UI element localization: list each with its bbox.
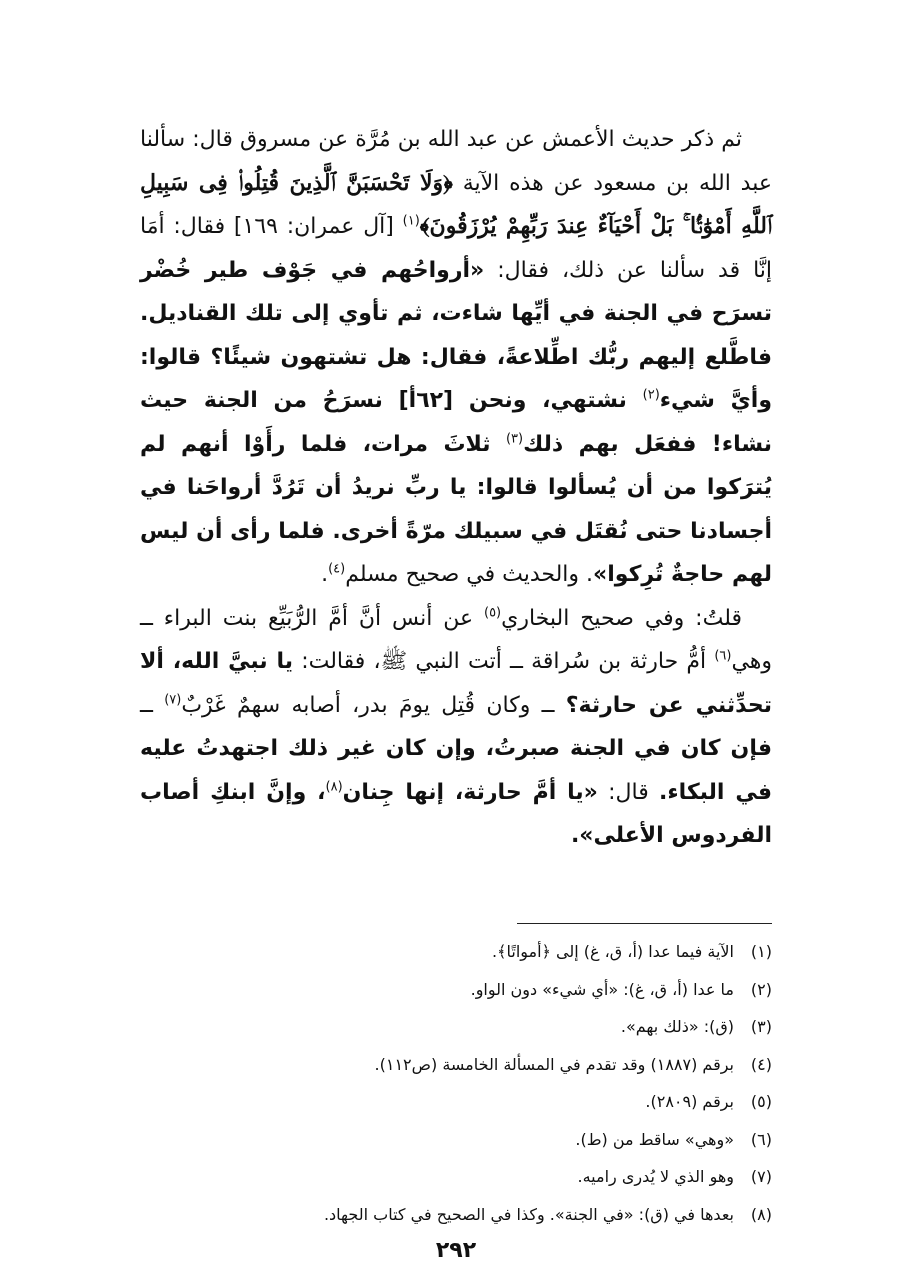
footnote-2	[140, 971, 772, 1009]
text-span: ــ	[140, 692, 165, 718]
hadith-text: ، وإنَّ ابنكِ أصاب الفردوس الأعلى».	[140, 779, 772, 848]
hadith-text: ثلاثَ مرات، فلما رأَوْا أنهم لم يُترَكوا من أن يُسألوا قالوا: يا ربِّ نريدُ أن تَرُدَّ أرواحَنا في أجسادنا حتى نُقتَل في سبيلك مرّةً أخرى. فلما رأى أن ليس لهم حاجةٌ تُرِكوا»	[140, 431, 772, 587]
footnote-number: (٥)	[750, 1092, 772, 1111]
footnote-text: وهو الذي لا يُدرى راميه.	[577, 1167, 734, 1186]
footnote-number: (٢)	[750, 979, 772, 999]
quran-verse: ﴿وَلَا تَحْسَبَنَّ ٱلَّذِينَ قُتِلُوا۟ فِى سَبِيلِ ٱللَّهِ أَمْوَٰتًۢا ۚ بَلْ أَحْيَآءٌ عِندَ رَبِّهِمْ يُرْزَقُونَ﴾	[140, 169, 772, 239]
footnote-text: بعدها في (ق): «في الجنة». وكذا في الصحيح في كتاب الجهاد.	[323, 1204, 734, 1224]
text-span: . والحديث في صحيح مسلم	[345, 562, 594, 587]
footnote-text: برقم (٢٨٠٩).	[645, 1092, 734, 1111]
footnote-number: (٧)	[750, 1167, 772, 1186]
footnotes-list	[140, 933, 772, 1233]
footnote-ref-6[interactable]: (٦)	[714, 648, 732, 664]
paragraph-2	[140, 597, 772, 858]
footnote-text: الآية فيما عدا (أ، ق، غ) إلى ﴿أمواتًا﴾.	[492, 942, 734, 961]
footnote-ref-5[interactable]: (٥)	[483, 605, 502, 621]
hadith-text: «يا أمَّ حارثة، إنها جِنان	[342, 779, 598, 805]
footnote-ref-8[interactable]: (٨)	[325, 779, 343, 795]
footnote-text: «وهي» ساقط من (ط).	[575, 1129, 734, 1149]
footnote-4	[140, 1046, 772, 1084]
footnote-ref-2[interactable]: (٢)	[642, 387, 660, 403]
hadith-text: نشتهي، ونحن [٦٢أ] نسرَحُ من الجنة حيث نشاء! ففعَل بهم ذلك	[140, 388, 772, 457]
page-number: ٢٩٢	[435, 1238, 477, 1263]
hadith-text: فإن كان في الجنة صبرتُ، وإن كان غير ذلك اجتهدتُ عليه في البكاء.	[140, 736, 773, 805]
footnote-ref-7[interactable]: (٧)	[164, 692, 182, 708]
footnote-number: (٨)	[750, 1204, 772, 1224]
footnote-1	[140, 933, 772, 971]
main-text	[140, 118, 772, 858]
footnote-7	[140, 1158, 772, 1196]
footnote-ref-1[interactable]: (١)	[402, 213, 420, 229]
footnote-5	[140, 1083, 772, 1121]
footnote-text: برقم (١٨٨٧) وقد تقدم في المسألة الخامسة (ص١١٢).	[374, 1054, 734, 1074]
hadith-text: يا نبيَّ الله، ألا تحدِّثني عن حارثة؟	[140, 649, 772, 718]
footnote-text: ما عدا (أ، ق، غ): «أي شيء» دون الواو.	[470, 979, 734, 999]
footnote-ref-3[interactable]: (٣)	[505, 431, 524, 447]
footnote-number: (٣)	[750, 1017, 772, 1036]
footnote-text: (ق): «ذلك بهم».	[620, 1017, 734, 1036]
text-span: ثم ذكر حديث الأعمش عن عبد الله بن مُرَّة عن مسروق قال: سألنا عبد الله بن مسعود عن هذه الآية	[140, 127, 772, 196]
footnote-6	[140, 1121, 772, 1159]
hadith-text: «أرواحُهم في جَوْف طير خُضْر تسرَح في الجنة في أيِّها شاءت، ثم تأوي إلى تلك القناديل. فاطَّلع إليهم ربُّك اطِّلاعةً، فقال: هل تشتهون شيئًا؟ قالوا: وأيَّ شيء	[140, 257, 773, 413]
footnote-divider	[517, 923, 772, 924]
text-span: عن أنس أنَّ أمَّ الرُّبَيِّع بنت البراء ــ وهي	[140, 605, 773, 674]
text-span: ــ وكان قُتِل يومَ بدر، أصابه سهمٌ غَرْبٌ	[181, 692, 566, 718]
text-span: [آل عمران: ١٦٩] فقال: أمَا إنَّا قد سألنا عن ذلك، فقال:	[140, 214, 773, 283]
book-page	[140, 118, 773, 1263]
footnote-number: (٤)	[750, 1054, 772, 1074]
text-span: .	[321, 562, 329, 587]
text-span: قال:	[597, 779, 659, 805]
text-span: قلتُ: وفي صحيح البخاري	[501, 605, 742, 631]
footnote-8	[140, 1196, 772, 1234]
footnote-number: (١)	[750, 942, 772, 961]
footnote-number: (٦)	[750, 1129, 772, 1149]
text-span: أمُّ حارثة بن سُراقة ــ أتت النبي ﷺ، فقالت:	[293, 649, 715, 674]
footnote-3	[140, 1008, 772, 1046]
footnote-ref-4[interactable]: (٤)	[328, 561, 346, 577]
paragraph-1	[140, 118, 772, 597]
